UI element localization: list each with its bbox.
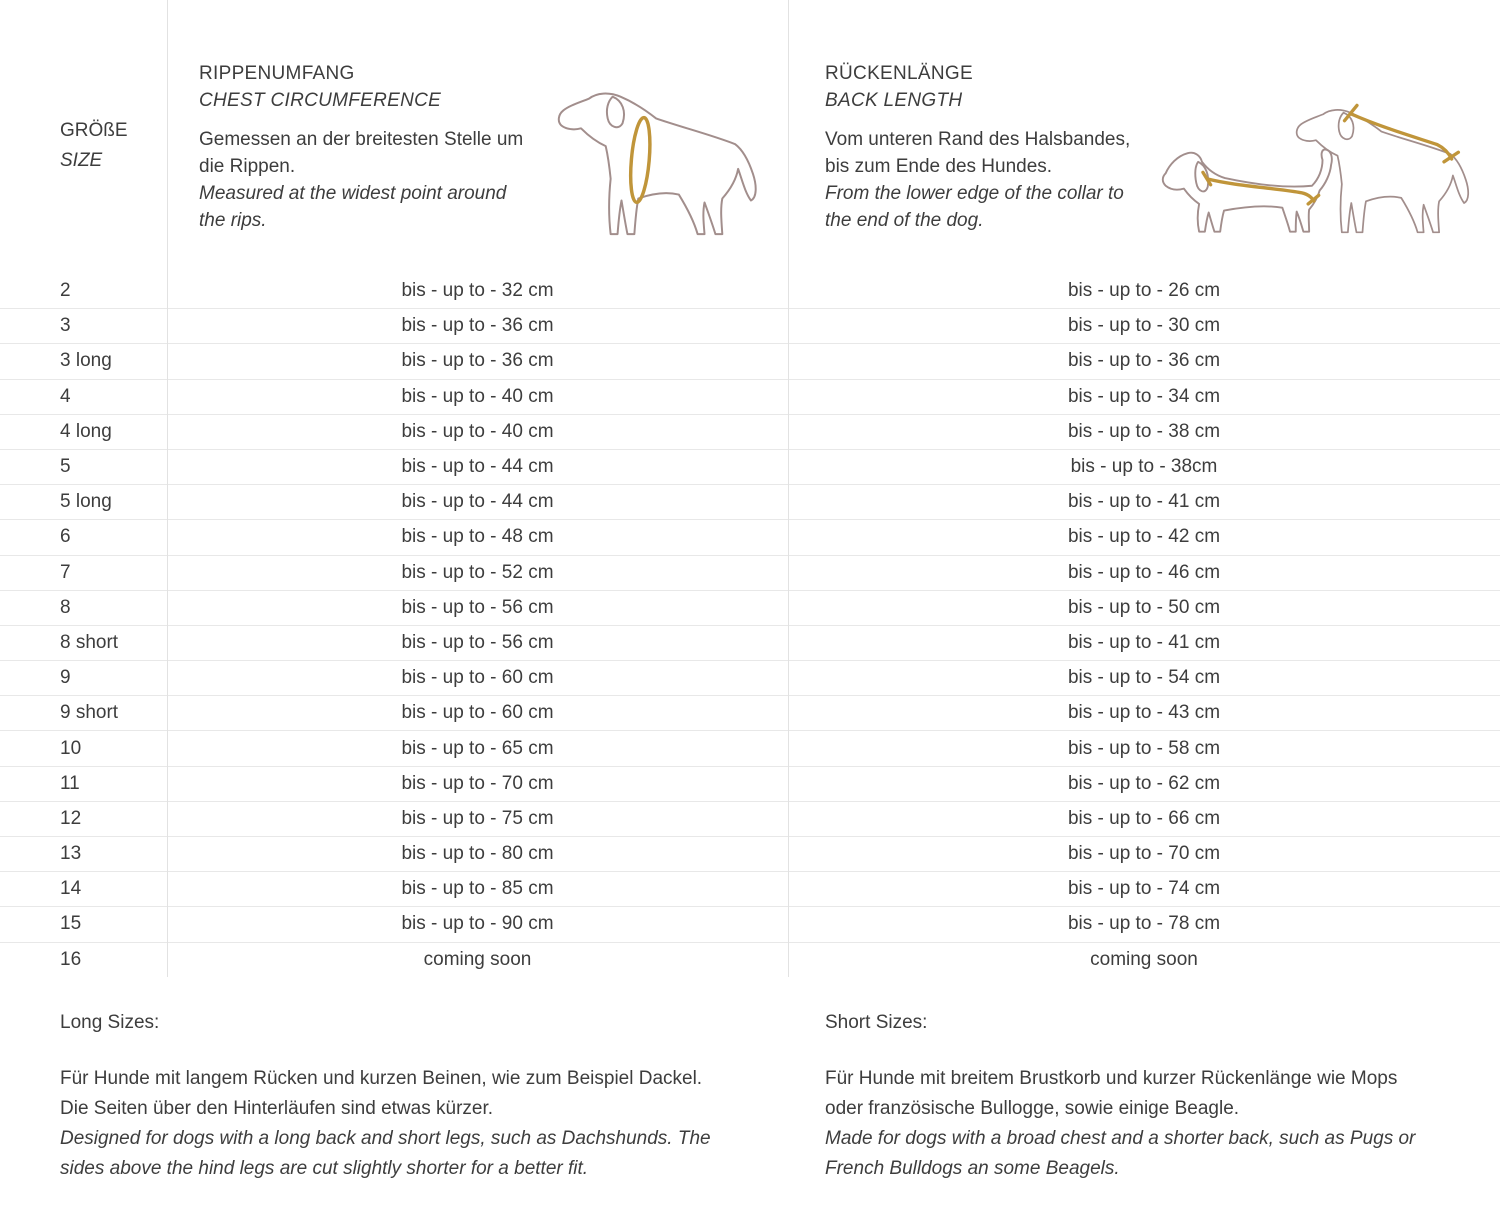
size-column-header (60, 116, 128, 176)
cell-back: bis - up to - 66 cm (1067, 807, 1221, 829)
cell-back: bis - up to - 34 cm (1067, 385, 1221, 407)
cell-size: 3 long (60, 350, 112, 372)
cell-size: 3 (60, 315, 71, 337)
cell-chest: bis - up to - 75 cm (401, 807, 554, 829)
cell-back: bis - up to - 43 cm (1067, 702, 1221, 724)
cell-back: bis - up to - 54 cm (1067, 667, 1221, 689)
cell-chest: bis - up to - 85 cm (401, 878, 554, 900)
table-row (0, 836, 1500, 871)
cell-size: 9 short (60, 702, 119, 724)
cell-back: bis - up to - 38 cm (1067, 420, 1221, 442)
cell-chest: bis - up to - 80 cm (401, 843, 554, 865)
size-title-de: GRÖßE (60, 120, 128, 141)
cell-back: bis - up to - 42 cm (1067, 526, 1221, 548)
cell-size: 2 (60, 279, 71, 301)
cell-size: 4 (60, 385, 71, 407)
back-description: Vom unteren Rand des Halsbandes, bis zum Ende des Hundes. From the lower edge of the collar to the end of the dog. (825, 129, 1131, 231)
table-row (0, 730, 1500, 765)
table-row (0, 449, 1500, 484)
cell-size: 8 short (60, 631, 119, 653)
table-row (0, 555, 1500, 590)
size-table (0, 273, 1500, 977)
table-row (0, 801, 1500, 836)
cell-back: bis - up to - 50 cm (1067, 596, 1221, 618)
dachshund-outline (1163, 149, 1332, 231)
cell-size: 4 long (60, 420, 112, 442)
cell-back: bis - up to - 58 cm (1067, 737, 1221, 759)
cell-back: bis - up to - 41 cm (1067, 491, 1221, 513)
cell-back: bis - up to - 78 cm (1067, 913, 1221, 935)
cell-chest: bis - up to - 48 cm (401, 526, 554, 548)
dog-chest-measure-icon (552, 73, 777, 241)
cell-back: bis - up to - 74 cm (1067, 878, 1221, 900)
two-dogs-back-measure-icon (1158, 85, 1488, 253)
cell-chest: bis - up to - 65 cm (401, 737, 554, 759)
table-row (0, 273, 1500, 308)
back-column-header (825, 60, 1200, 234)
cell-back: bis - up to - 26 cm (1067, 279, 1221, 301)
cell-chest: bis - up to - 90 cm (401, 913, 554, 935)
table-row (0, 308, 1500, 343)
back-title-de: RÜCKENLÄNGE (825, 63, 973, 84)
cell-back: bis - up to - 46 cm (1067, 561, 1221, 583)
table-header (0, 0, 1500, 273)
cell-back: bis - up to - 41 cm (1067, 631, 1221, 653)
table-row (0, 590, 1500, 625)
cell-size: 13 (60, 843, 82, 865)
cell-chest: bis - up to - 32 cm (401, 279, 554, 301)
cell-chest: bis - up to - 44 cm (401, 456, 554, 478)
cell-size: 5 long (60, 491, 112, 513)
cell-size: 10 (60, 737, 82, 759)
cell-chest: coming soon (423, 948, 532, 970)
cell-chest: bis - up to - 40 cm (401, 420, 554, 442)
back-title-en: BACK LENGTH (825, 90, 963, 111)
cell-chest: bis - up to - 36 cm (401, 315, 554, 337)
cell-back: bis - up to - 38cm (1070, 456, 1218, 478)
long-sizes-title: Long Sizes: (60, 1012, 160, 1033)
cell-chest: bis - up to - 60 cm (401, 702, 554, 724)
table-row (0, 625, 1500, 660)
cell-chest: bis - up to - 60 cm (401, 667, 554, 689)
short-sizes-note: Short Sizes: Für Hunde mit breitem Brustkorb und kurzer Rückenlänge wie Mops oder französische Bullogge, sowie einige Beagle. Made for dogs with a broad chest and a shorter back, such as Pugs or French Bulldogs an some Beagels. (825, 1012, 1480, 1184)
table-row (0, 871, 1500, 906)
table-row (0, 942, 1500, 977)
cell-size: 14 (60, 878, 82, 900)
cell-chest: bis - up to - 52 cm (401, 561, 554, 583)
table-row (0, 343, 1500, 378)
cell-size: 11 (60, 772, 80, 794)
table-row (0, 519, 1500, 554)
cell-chest: bis - up to - 56 cm (401, 596, 554, 618)
cell-size: 9 (60, 667, 71, 689)
size-title-en: SIZE (60, 150, 103, 171)
table-row (0, 414, 1500, 449)
cell-chest: bis - up to - 70 cm (401, 772, 554, 794)
cell-back: bis - up to - 70 cm (1067, 843, 1221, 865)
cell-size: 7 (60, 561, 71, 583)
cell-size: 12 (60, 807, 82, 829)
cell-size: 16 (60, 948, 82, 970)
table-row (0, 766, 1500, 801)
cell-size: 8 (60, 596, 71, 618)
table-row (0, 484, 1500, 519)
long-sizes-note: Long Sizes: Für Hunde mit langem Rücken und kurzen Beinen, wie zum Beispiel Dackel. Die Seiten über den Hinterläufen sind etwas kürzer. Designed for dogs with a long back and short legs, such as Dachshunds. The sides above the hind legs are cut slightly shorter for a better fit. (60, 1012, 775, 1184)
cell-back: bis - up to - 36 cm (1067, 350, 1221, 372)
table-row (0, 906, 1500, 941)
table-row (0, 379, 1500, 414)
chest-column-header (199, 60, 574, 234)
chest-title-de: RIPPENUMFANG (199, 63, 355, 84)
cell-back: bis - up to - 62 cm (1067, 772, 1221, 794)
short-sizes-title: Short Sizes: (825, 1012, 928, 1033)
cell-chest: bis - up to - 40 cm (401, 385, 554, 407)
table-row (0, 660, 1500, 695)
cell-back: bis - up to - 30 cm (1067, 315, 1221, 337)
cell-size: 15 (60, 913, 82, 935)
cell-size: 6 (60, 526, 71, 548)
chest-title-en: CHEST CIRCUMFERENCE (199, 90, 442, 111)
cell-chest: bis - up to - 36 cm (401, 350, 554, 372)
cell-back: coming soon (1090, 948, 1198, 970)
cell-chest: bis - up to - 44 cm (401, 491, 554, 513)
cell-chest: bis - up to - 56 cm (401, 631, 554, 653)
cell-size: 5 (60, 456, 71, 478)
table-row (0, 695, 1500, 730)
chest-description: Gemessen an der breitesten Stelle um die Rippen. Measured at the widest point around the rips. (199, 129, 524, 231)
